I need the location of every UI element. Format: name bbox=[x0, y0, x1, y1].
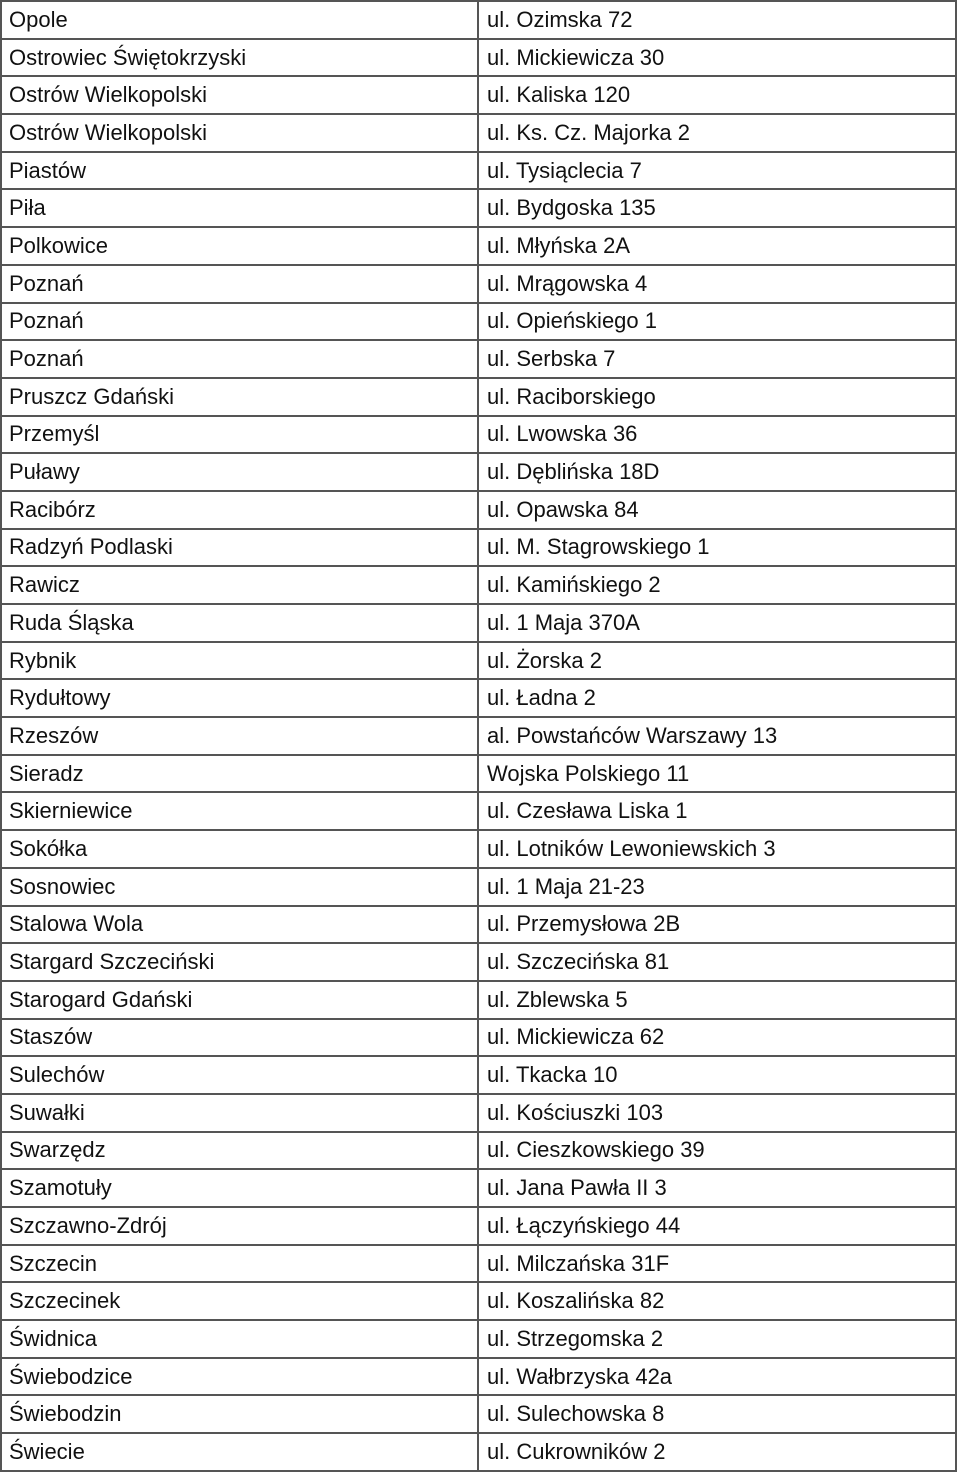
street-cell: ul. M. Stagrowskiego 1 bbox=[479, 530, 957, 566]
table-row bbox=[2, 944, 957, 982]
street-cell: ul. Sulechowska 8 bbox=[479, 1396, 957, 1432]
city-cell: Sulechów bbox=[2, 1057, 479, 1093]
city-cell: Racibórz bbox=[2, 492, 479, 528]
street-cell: ul. Kościuszki 103 bbox=[479, 1095, 957, 1131]
street-cell: ul. Mrągowska 4 bbox=[479, 266, 957, 302]
city-cell: Skierniewice bbox=[2, 793, 479, 829]
city-cell: Świdnica bbox=[2, 1321, 479, 1357]
street-cell: Wojska Polskiego 11 bbox=[479, 756, 957, 792]
city-cell: Stalowa Wola bbox=[2, 907, 479, 943]
table-row bbox=[2, 417, 957, 455]
street-cell: ul. Zblewska 5 bbox=[479, 982, 957, 1018]
street-cell: al. Powstańców Warszawy 13 bbox=[479, 718, 957, 754]
table-row bbox=[2, 2, 957, 40]
city-cell: Rydułtowy bbox=[2, 680, 479, 716]
city-cell: Pruszcz Gdański bbox=[2, 379, 479, 415]
table-row bbox=[2, 756, 957, 794]
street-cell: ul. Tkacka 10 bbox=[479, 1057, 957, 1093]
city-cell: Staszów bbox=[2, 1020, 479, 1056]
city-cell: Szczecinek bbox=[2, 1283, 479, 1319]
city-cell: Poznań bbox=[2, 266, 479, 302]
street-cell: ul. Opieńskiego 1 bbox=[479, 304, 957, 340]
table-row bbox=[2, 492, 957, 530]
street-cell: ul. 1 Maja 370A bbox=[479, 605, 957, 641]
table-row bbox=[2, 1208, 957, 1246]
city-cell: Piastów bbox=[2, 153, 479, 189]
table-row bbox=[2, 1095, 957, 1133]
table-row bbox=[2, 266, 957, 304]
table-row bbox=[2, 567, 957, 605]
city-cell: Szczecin bbox=[2, 1246, 479, 1282]
table-row bbox=[2, 341, 957, 379]
table-row bbox=[2, 40, 957, 78]
table-row bbox=[2, 680, 957, 718]
street-cell: ul. Mickiewicza 62 bbox=[479, 1020, 957, 1056]
city-cell: Suwałki bbox=[2, 1095, 479, 1131]
table-row bbox=[2, 1434, 957, 1472]
table-row bbox=[2, 605, 957, 643]
city-cell: Sieradz bbox=[2, 756, 479, 792]
city-cell: Świebodzice bbox=[2, 1359, 479, 1395]
city-cell: Radzyń Podlaski bbox=[2, 530, 479, 566]
table-row bbox=[2, 831, 957, 869]
table-row bbox=[2, 1133, 957, 1171]
city-cell: Swarzędz bbox=[2, 1133, 479, 1169]
table-row bbox=[2, 718, 957, 756]
city-cell: Rzeszów bbox=[2, 718, 479, 754]
street-cell: ul. Cukrowników 2 bbox=[479, 1434, 957, 1470]
table-row bbox=[2, 1020, 957, 1058]
street-cell: ul. Szczecińska 81 bbox=[479, 944, 957, 980]
city-cell: Ostrów Wielkopolski bbox=[2, 77, 479, 113]
street-cell: ul. Tysiąclecia 7 bbox=[479, 153, 957, 189]
street-cell: ul. Serbska 7 bbox=[479, 341, 957, 377]
street-cell: ul. Jana Pawła II 3 bbox=[479, 1170, 957, 1206]
table-row bbox=[2, 1170, 957, 1208]
city-cell: Przemyśl bbox=[2, 417, 479, 453]
city-cell: Poznań bbox=[2, 341, 479, 377]
city-cell: Rybnik bbox=[2, 643, 479, 679]
city-cell: Rawicz bbox=[2, 567, 479, 603]
table-row bbox=[2, 793, 957, 831]
table-row bbox=[2, 228, 957, 266]
street-cell: ul. Raciborskiego bbox=[479, 379, 957, 415]
table-row bbox=[2, 153, 957, 191]
table-row bbox=[2, 869, 957, 907]
table-row bbox=[2, 1246, 957, 1284]
city-cell: Sosnowiec bbox=[2, 869, 479, 905]
city-cell: Świebodzin bbox=[2, 1396, 479, 1432]
city-cell: Ostrowiec Świętokrzyski bbox=[2, 40, 479, 76]
city-cell: Świecie bbox=[2, 1434, 479, 1470]
table-row bbox=[2, 982, 957, 1020]
street-cell: ul. Kamińskiego 2 bbox=[479, 567, 957, 603]
city-cell: Poznań bbox=[2, 304, 479, 340]
table-row bbox=[2, 190, 957, 228]
street-cell: ul. Strzegomska 2 bbox=[479, 1321, 957, 1357]
table-row bbox=[2, 1057, 957, 1095]
table-row bbox=[2, 1359, 957, 1397]
street-cell: ul. 1 Maja 21-23 bbox=[479, 869, 957, 905]
table-row bbox=[2, 115, 957, 153]
table-row bbox=[2, 530, 957, 568]
street-cell: ul. Bydgoska 135 bbox=[479, 190, 957, 226]
city-cell: Ostrów Wielkopolski bbox=[2, 115, 479, 151]
city-cell: Szamotuły bbox=[2, 1170, 479, 1206]
street-cell: ul. Lotników Lewoniewskich 3 bbox=[479, 831, 957, 867]
city-cell: Piła bbox=[2, 190, 479, 226]
street-cell: ul. Ozimska 72 bbox=[479, 2, 957, 38]
table-row bbox=[2, 1396, 957, 1434]
city-cell: Starogard Gdański bbox=[2, 982, 479, 1018]
city-cell: Szczawno-Zdrój bbox=[2, 1208, 479, 1244]
city-cell: Puławy bbox=[2, 454, 479, 490]
table-row bbox=[2, 1283, 957, 1321]
city-cell: Stargard Szczeciński bbox=[2, 944, 479, 980]
street-cell: ul. Opawska 84 bbox=[479, 492, 957, 528]
city-cell: Sokółka bbox=[2, 831, 479, 867]
street-cell: ul. Lwowska 36 bbox=[479, 417, 957, 453]
table-row bbox=[2, 1321, 957, 1359]
street-cell: ul. Kaliska 120 bbox=[479, 77, 957, 113]
street-cell: ul. Czesława Liska 1 bbox=[479, 793, 957, 829]
street-cell: ul. Cieszkowskiego 39 bbox=[479, 1133, 957, 1169]
street-cell: ul. Wałbrzyska 42a bbox=[479, 1359, 957, 1395]
city-cell: Polkowice bbox=[2, 228, 479, 264]
street-cell: ul. Żorska 2 bbox=[479, 643, 957, 679]
table-row bbox=[2, 643, 957, 681]
street-cell: ul. Milczańska 31F bbox=[479, 1246, 957, 1282]
table-row bbox=[2, 379, 957, 417]
street-cell: ul. Ładna 2 bbox=[479, 680, 957, 716]
street-cell: ul. Dęblińska 18D bbox=[479, 454, 957, 490]
street-cell: ul. Młyńska 2A bbox=[479, 228, 957, 264]
table-row bbox=[2, 304, 957, 342]
table-row bbox=[2, 454, 957, 492]
city-cell: Ruda Śląska bbox=[2, 605, 479, 641]
street-cell: ul. Łączyńskiego 44 bbox=[479, 1208, 957, 1244]
city-cell: Opole bbox=[2, 2, 479, 38]
street-cell: ul. Ks. Cz. Majorka 2 bbox=[479, 115, 957, 151]
street-cell: ul. Koszalińska 82 bbox=[479, 1283, 957, 1319]
street-cell: ul. Przemysłowa 2B bbox=[479, 907, 957, 943]
table-row bbox=[2, 907, 957, 945]
street-cell: ul. Mickiewicza 30 bbox=[479, 40, 957, 76]
table-row bbox=[2, 77, 957, 115]
